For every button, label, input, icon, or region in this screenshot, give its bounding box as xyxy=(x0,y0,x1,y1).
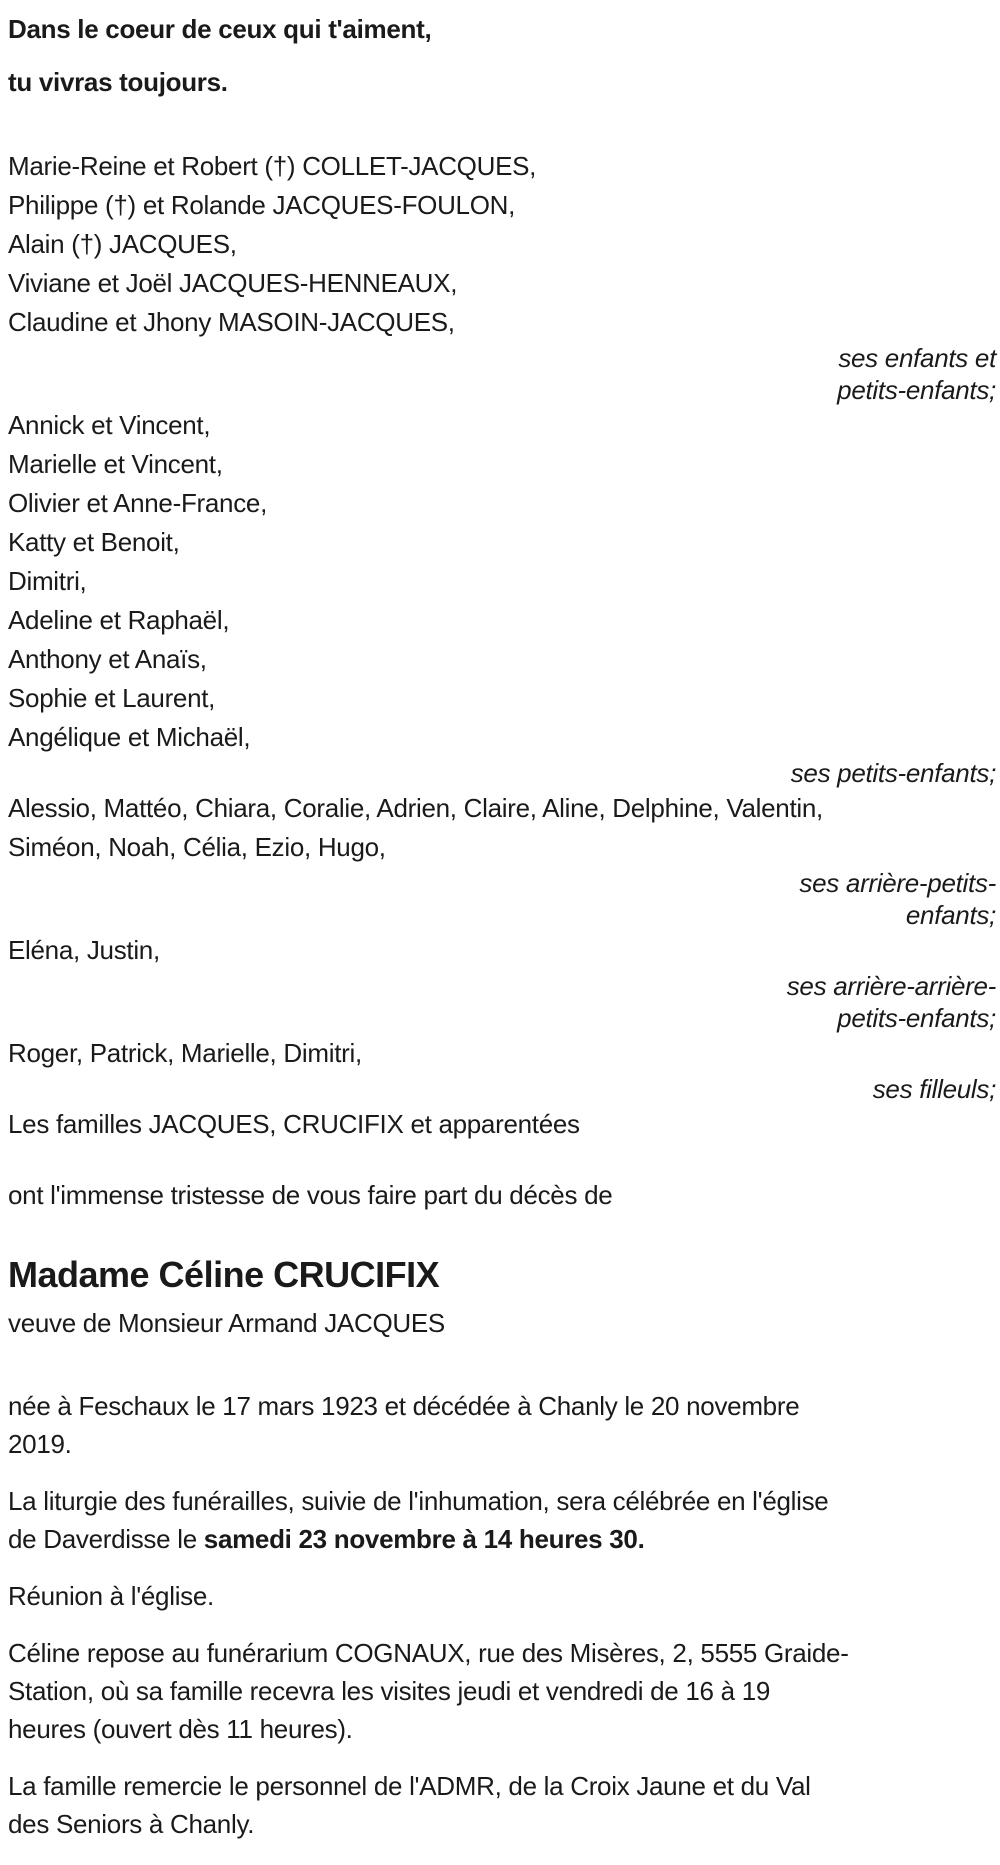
family-name-line: Alessio, Mattéo, Chiara, Coralie, Adrien, Claire, Aline, Delphine, Valentin, xyxy=(8,793,823,823)
family-name-line: Anthony et Anaïs, xyxy=(8,644,207,674)
birth-death-line: 2019. xyxy=(8,1429,72,1459)
family-name-line: Marielle et Vincent, xyxy=(8,449,223,479)
family-name-line: Annick et Vincent, xyxy=(8,410,211,440)
family-name-line: Alain (†) JACQUES, xyxy=(8,229,237,259)
funeral-datetime: samedi 23 novembre à 14 heures 30. xyxy=(203,1524,645,1554)
funeral-line-prefix: de Daverdisse le xyxy=(8,1524,204,1554)
family-name-line: Siméon, Noah, Célia, Ezio, Hugo, xyxy=(8,832,386,862)
relation-label: petits-enfants; xyxy=(837,1003,996,1033)
family-name-line: Angélique et Michaël, xyxy=(8,722,251,752)
family-section xyxy=(8,147,996,1144)
family-name-line: Marie-Reine et Robert (†) COLLET-JACQUES, xyxy=(8,151,537,181)
family-name-line: Adeline et Raphaël, xyxy=(8,605,230,635)
relation-label: ses enfants et xyxy=(838,343,996,373)
family-name-line: Sophie et Laurent, xyxy=(8,683,216,713)
related-families-line: Les familles JACQUES, CRUCIFIX et apparentées xyxy=(8,1109,580,1139)
family-group-grandchildren xyxy=(8,406,996,789)
family-name-line: Dimitri, xyxy=(8,566,87,596)
family-group-great-grandchildren xyxy=(8,789,996,931)
family-group-godchildren xyxy=(8,1034,996,1105)
funeral-paragraph xyxy=(8,1482,996,1558)
family-name-line: Viviane et Joël JACQUES-HENNEAUX, xyxy=(8,268,458,298)
relation-label: petits-enfants; xyxy=(837,375,996,405)
repose-line: heures (ouvert dès 11 heures). xyxy=(8,1714,353,1744)
family-name-line: Eléna, Justin, xyxy=(8,935,160,965)
repose-line: Céline repose au funérarium COGNAUX, rue des Misères, 2, 5555 Graide- xyxy=(8,1638,849,1668)
meeting-paragraph: Réunion à l'église. xyxy=(8,1581,214,1611)
details-section xyxy=(8,1387,996,1843)
family-name-line: Olivier et Anne-France, xyxy=(8,488,267,518)
family-name-line: Katty et Benoit, xyxy=(8,527,180,557)
relation-label: ses arrière-petits- xyxy=(799,868,996,898)
relation-label: enfants; xyxy=(905,900,996,930)
family-name-line: Philippe (†) et Rolande JACQUES-FOULON, xyxy=(8,190,516,220)
deceased-name: Madame Céline CRUCIFIX xyxy=(8,1254,440,1295)
deceased-relict-line: veuve de Monsieur Armand JACQUES xyxy=(8,1308,445,1338)
thanks-line: des Seniors à Chanly. xyxy=(8,1809,255,1839)
funeral-line xyxy=(8,1520,996,1558)
thanks-line: La famille remercie le personnel de l'ADMR, de la Croix Jaune et du Val xyxy=(8,1771,811,1801)
funeral-line: La liturgie des funérailles, suivie de l'inhumation, sera célébrée en l'église xyxy=(8,1486,829,1516)
family-group-great-great-grandchildren xyxy=(8,931,996,1034)
birth-death-paragraph xyxy=(8,1387,996,1463)
family-group-children xyxy=(8,147,996,406)
family-name-line: Roger, Patrick, Marielle, Dimitri, xyxy=(8,1038,362,1068)
repose-paragraph xyxy=(8,1634,996,1748)
thanks-paragraph xyxy=(8,1767,996,1843)
epigraph-line-1: Dans le coeur de ceux qui t'aiment, xyxy=(8,14,432,44)
relation-label: ses petits-enfants; xyxy=(790,758,996,788)
relation-label: ses arrière-arrière- xyxy=(786,971,996,1001)
repose-line: Station, où sa famille recevra les visites jeudi et vendredi de 16 à 19 xyxy=(8,1676,771,1706)
epigraph-line-2: tu vivras toujours. xyxy=(8,67,228,97)
announcement-line: ont l'immense tristesse de vous faire part du décès de xyxy=(8,1180,613,1210)
epigraph xyxy=(8,12,996,99)
birth-death-line: née à Feschaux le 17 mars 1923 et décédée à Chanly le 20 novembre xyxy=(8,1391,800,1421)
family-name-line: Claudine et Jhony MASOIN-JACQUES, xyxy=(8,307,455,337)
relation-label: ses filleuls; xyxy=(872,1074,996,1104)
